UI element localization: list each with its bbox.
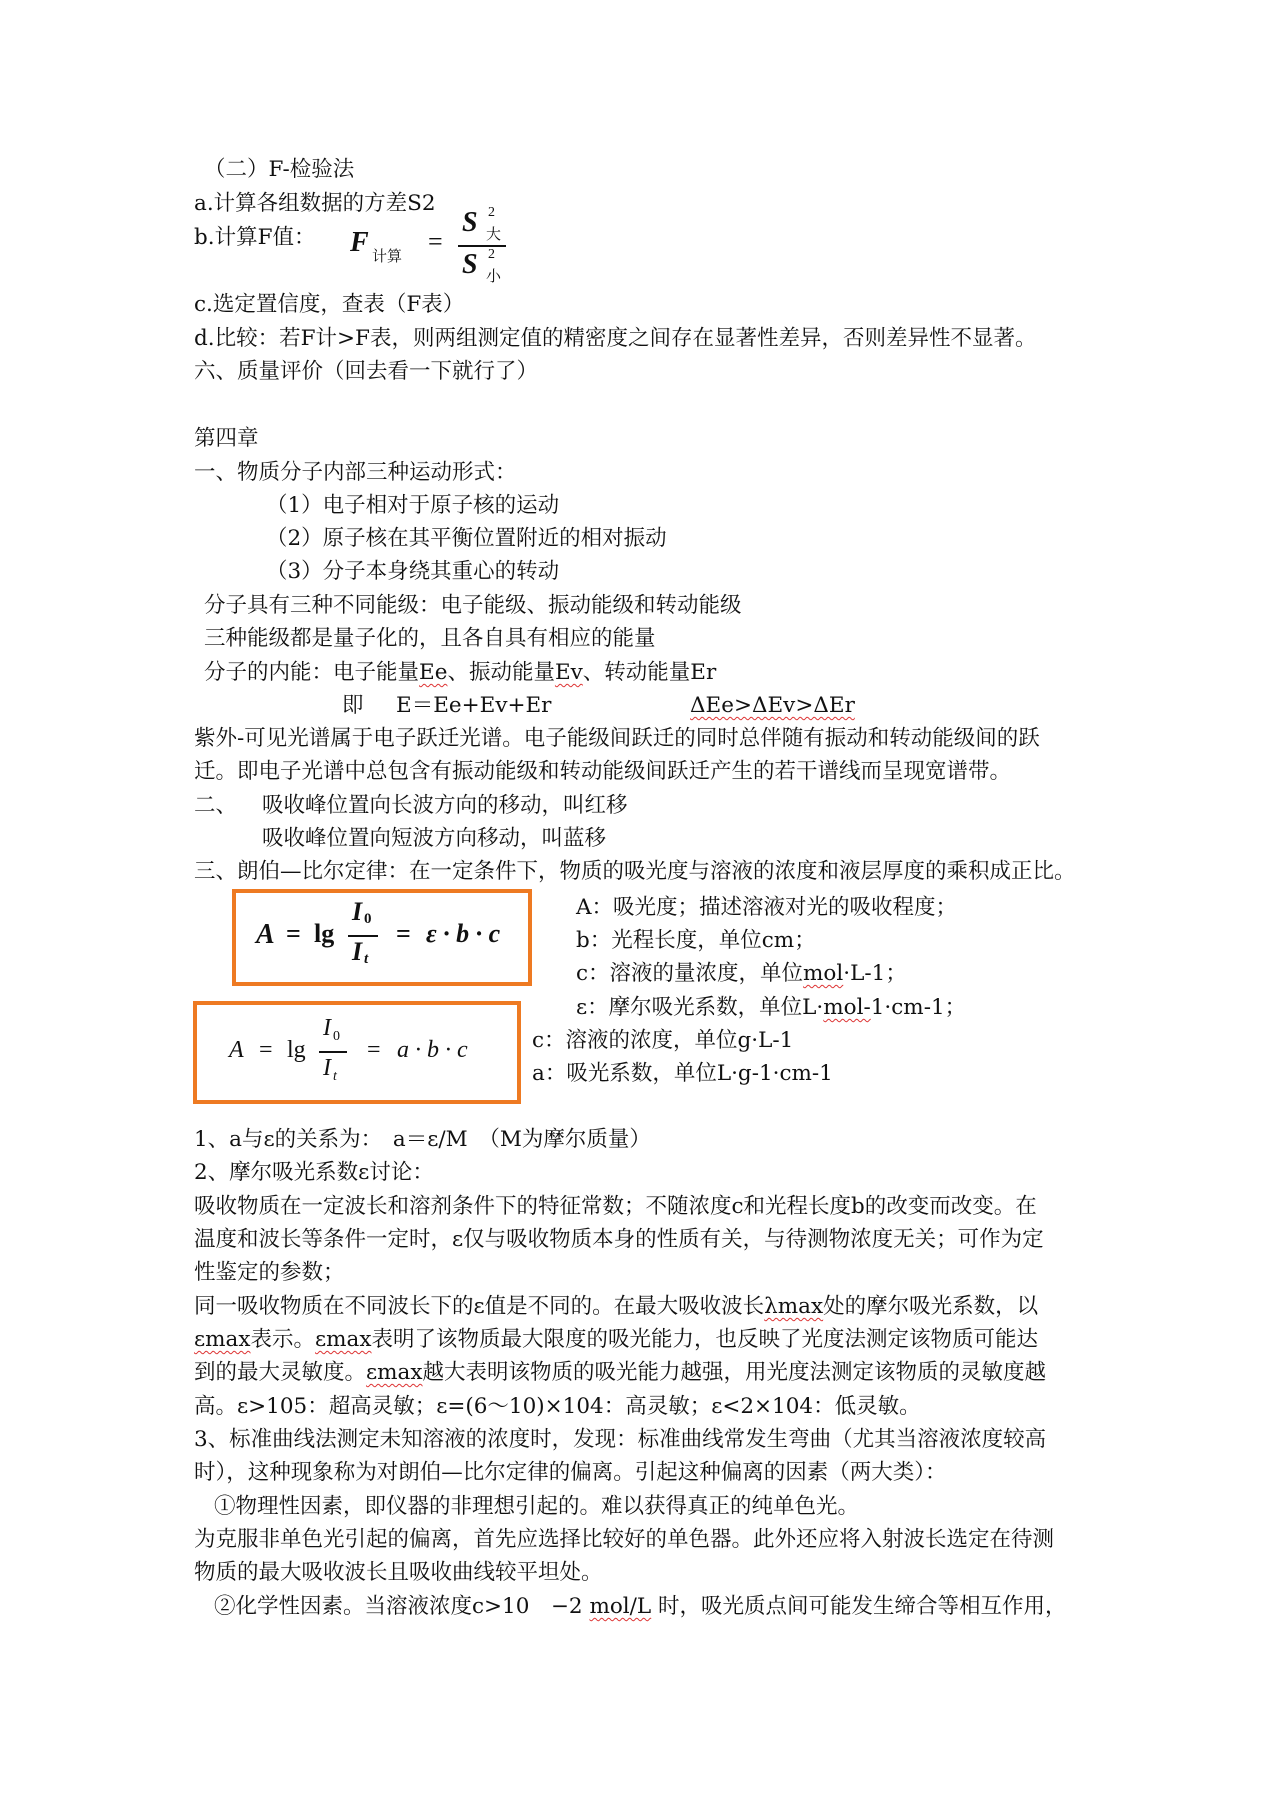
formula-sup: 2	[488, 247, 495, 262]
text-line: b.计算F值：	[194, 225, 316, 250]
text-line: 迁。即电子光谱中总包含有振动能级和转动能级间跃迁产生的若干谱线而呈现宽谱带。	[194, 759, 1012, 784]
text-span: 1·cm-1；	[870, 995, 967, 1020]
text-line: 六、质量评价（回去看一下就行了）	[194, 359, 539, 384]
text-line: ①物理性因素，即仪器的非理想引起的。难以获得真正的纯单色光。	[214, 1494, 860, 1519]
formula-lhs: F	[350, 227, 369, 258]
fraction-bar	[458, 245, 506, 247]
formula-sub: t	[333, 1069, 337, 1084]
text-line: 三、朗伯—比尔定律：在一定条件下，物质的吸光度与溶液的浓度和液层厚度的乘积成正比。	[194, 859, 1076, 884]
text-line: 三种能级都是量子化的，且各自具有相应的能量	[204, 626, 656, 651]
text-line: d.比较：若F计>F表，则两组测定值的精密度之间存在显著性差异，否则差异性不显著。	[194, 326, 1037, 351]
spell-marked-text: λmax	[764, 1294, 824, 1319]
section-title: （二）F-检验法	[204, 157, 355, 182]
text-line: 紫外-可见光谱属于电子跃迁光谱。电子能级间跃迁的同时总伴随有振动和转动能级间的跃	[194, 726, 1040, 751]
text-line: 分子具有三种不同能级：电子能级、振动能级和转动能级	[204, 593, 742, 618]
text-span: 处的摩尔吸光系数，以	[823, 1294, 1039, 1319]
text-line: 一、物质分子内部三种运动形式：	[194, 460, 517, 485]
fraction-bar	[319, 1051, 347, 1053]
definition-line: c：溶液的浓度，单位g·L-1	[532, 1028, 794, 1053]
formula-lhs: A	[229, 1037, 244, 1063]
text-line: 吸收峰位置向长波方向的移动，叫红移	[262, 793, 628, 818]
formula-sub: t	[364, 951, 369, 967]
formula-eq: =	[259, 1037, 273, 1063]
spell-marked-text: εmax	[315, 1327, 372, 1352]
list-item: （2）原子核在其平衡位置附近的相对振动	[266, 526, 667, 551]
text-span: ·L-1；	[843, 961, 907, 986]
formula-lg: lg	[314, 919, 335, 948]
definition-line	[576, 959, 907, 989]
formula-sub: 大	[486, 227, 502, 243]
text-line: 性鉴定的参数；	[194, 1260, 345, 1285]
text-line	[194, 1325, 1038, 1355]
text-span: 越大表明该物质的吸光能力越强，用光度法测定该物质的灵敏度越	[422, 1360, 1047, 1385]
formula-eq: =	[428, 227, 443, 256]
text-line: 二、	[194, 793, 238, 818]
spell-marked-text: εmax	[194, 1327, 251, 1352]
text-line	[214, 1592, 1067, 1622]
definition-line: a：吸光系数，单位L·g-1·cm-1	[532, 1061, 833, 1086]
formula-sup: 2	[488, 205, 495, 220]
formula-num: I	[352, 897, 363, 926]
formula-rhs: a · b · c	[397, 1037, 468, 1063]
formula-den: S	[462, 249, 478, 280]
text-line: 物质的最大吸收波长且吸收曲线较平坦处。	[194, 1560, 603, 1585]
text-line: 高。ε>105：超高灵敏；ε=(6～10)×104：高灵敏；ε<2×104：低灵敏。	[194, 1394, 921, 1419]
text-span: 分子的内能：电子能量	[204, 660, 420, 685]
text-line: 3、标准曲线法测定未知溶液的浓度时，发现：标准曲线常发生弯曲（尤其当溶液浓度较高	[194, 1427, 1047, 1452]
text-line	[194, 1358, 1046, 1388]
text-line: 吸收峰位置向短波方向移动，叫蓝移	[262, 826, 607, 851]
formula-lhs: A	[256, 919, 275, 950]
formula-sub: 0	[333, 1029, 340, 1044]
spell-marked-text: mol	[803, 961, 844, 986]
formula-sub: 计算	[372, 249, 403, 265]
text-line: 1、a与ε的关系为： a＝ε/M （M为摩尔质量）	[194, 1127, 651, 1152]
energy-relation: ΔEe>ΔEv>ΔEr	[690, 693, 855, 718]
text-span: 到的最大灵敏度。	[194, 1360, 367, 1385]
formula-sub: 0	[364, 911, 372, 927]
chapter-title: 第四章	[194, 426, 259, 451]
formula-sub: 小	[486, 269, 502, 285]
text-line: 即	[342, 693, 364, 718]
formula-num: S	[462, 207, 478, 238]
text-span: ②化学性因素。当溶液浓度c>10 −2	[214, 1594, 583, 1619]
text-span: ε：摩尔吸光系数，单位L·	[576, 995, 824, 1020]
formula-lg: lg	[287, 1037, 306, 1063]
text-span: c：溶液的量浓度，单位	[576, 961, 804, 986]
definition-line: A：吸光度；描述溶液对光的吸收程度；	[576, 895, 958, 920]
list-item: （3）分子本身绕其重心的转动	[266, 559, 560, 584]
text-line: a.计算各组数据的方差S2	[194, 191, 436, 216]
formula-eq: =	[367, 1037, 381, 1063]
text-span: 、转动能量Er	[582, 660, 717, 685]
formula-num: I	[323, 1015, 331, 1041]
text-line: 2、摩尔吸光系数ε讨论：	[194, 1160, 434, 1185]
spell-marked-text: Ev	[554, 660, 583, 685]
definition-line	[576, 993, 966, 1023]
text-line: 吸收物质在一定波长和溶剂条件下的特征常数；不随浓度c和光程长度b的改变而改变。在	[194, 1194, 1037, 1219]
f-formula	[350, 205, 520, 285]
text-line	[194, 1292, 1038, 1322]
text-span: 时，吸光质点间可能发生缔合等相互作用，	[658, 1594, 1067, 1619]
text-span: 、振动能量	[447, 660, 555, 685]
formula-eq: =	[286, 919, 301, 948]
text-line: 为克服非单色光引起的偏离，首先应选择比较好的单色器。此外还应将入射波长选定在待测	[194, 1527, 1055, 1552]
text-span: 表示。	[250, 1327, 315, 1352]
text-line: E＝Ee+Ev+Er	[396, 693, 552, 718]
text-line	[204, 658, 716, 688]
text-line: c.选定置信度，查表（F表）	[194, 292, 465, 317]
text-line: 时），这种现象称为对朗伯—比尔定律的偏离。引起这种偏离的因素（两大类）：	[194, 1460, 947, 1485]
formula-den: I	[323, 1055, 331, 1081]
list-item: （1）电子相对于原子核的运动	[266, 493, 560, 518]
formula-box-2	[193, 1001, 521, 1104]
spell-marked-text: mol-	[823, 995, 871, 1020]
definition-line: b：光程长度，单位cm；	[576, 928, 816, 953]
spell-marked-text: Ee	[419, 660, 448, 685]
text-line: 温度和波长等条件一定时，ε仅与吸收物质本身的性质有关，与待测物浓度无关；可作为定	[194, 1227, 1044, 1252]
spell-marked-text: mol/L	[589, 1594, 652, 1619]
formula-den: I	[352, 937, 363, 966]
formula-eq: =	[396, 919, 411, 948]
formula-rhs: ε · b · c	[426, 919, 501, 948]
formula-box-1	[232, 889, 532, 986]
text-span: 同一吸收物质在不同波长下的ε值是不同的。在最大吸收波长	[194, 1294, 765, 1319]
spell-marked-text: εmax	[366, 1360, 423, 1385]
text-span: 表明了该物质最大限度的吸光能力，也反映了光度法测定该物质可能达	[371, 1327, 1038, 1352]
